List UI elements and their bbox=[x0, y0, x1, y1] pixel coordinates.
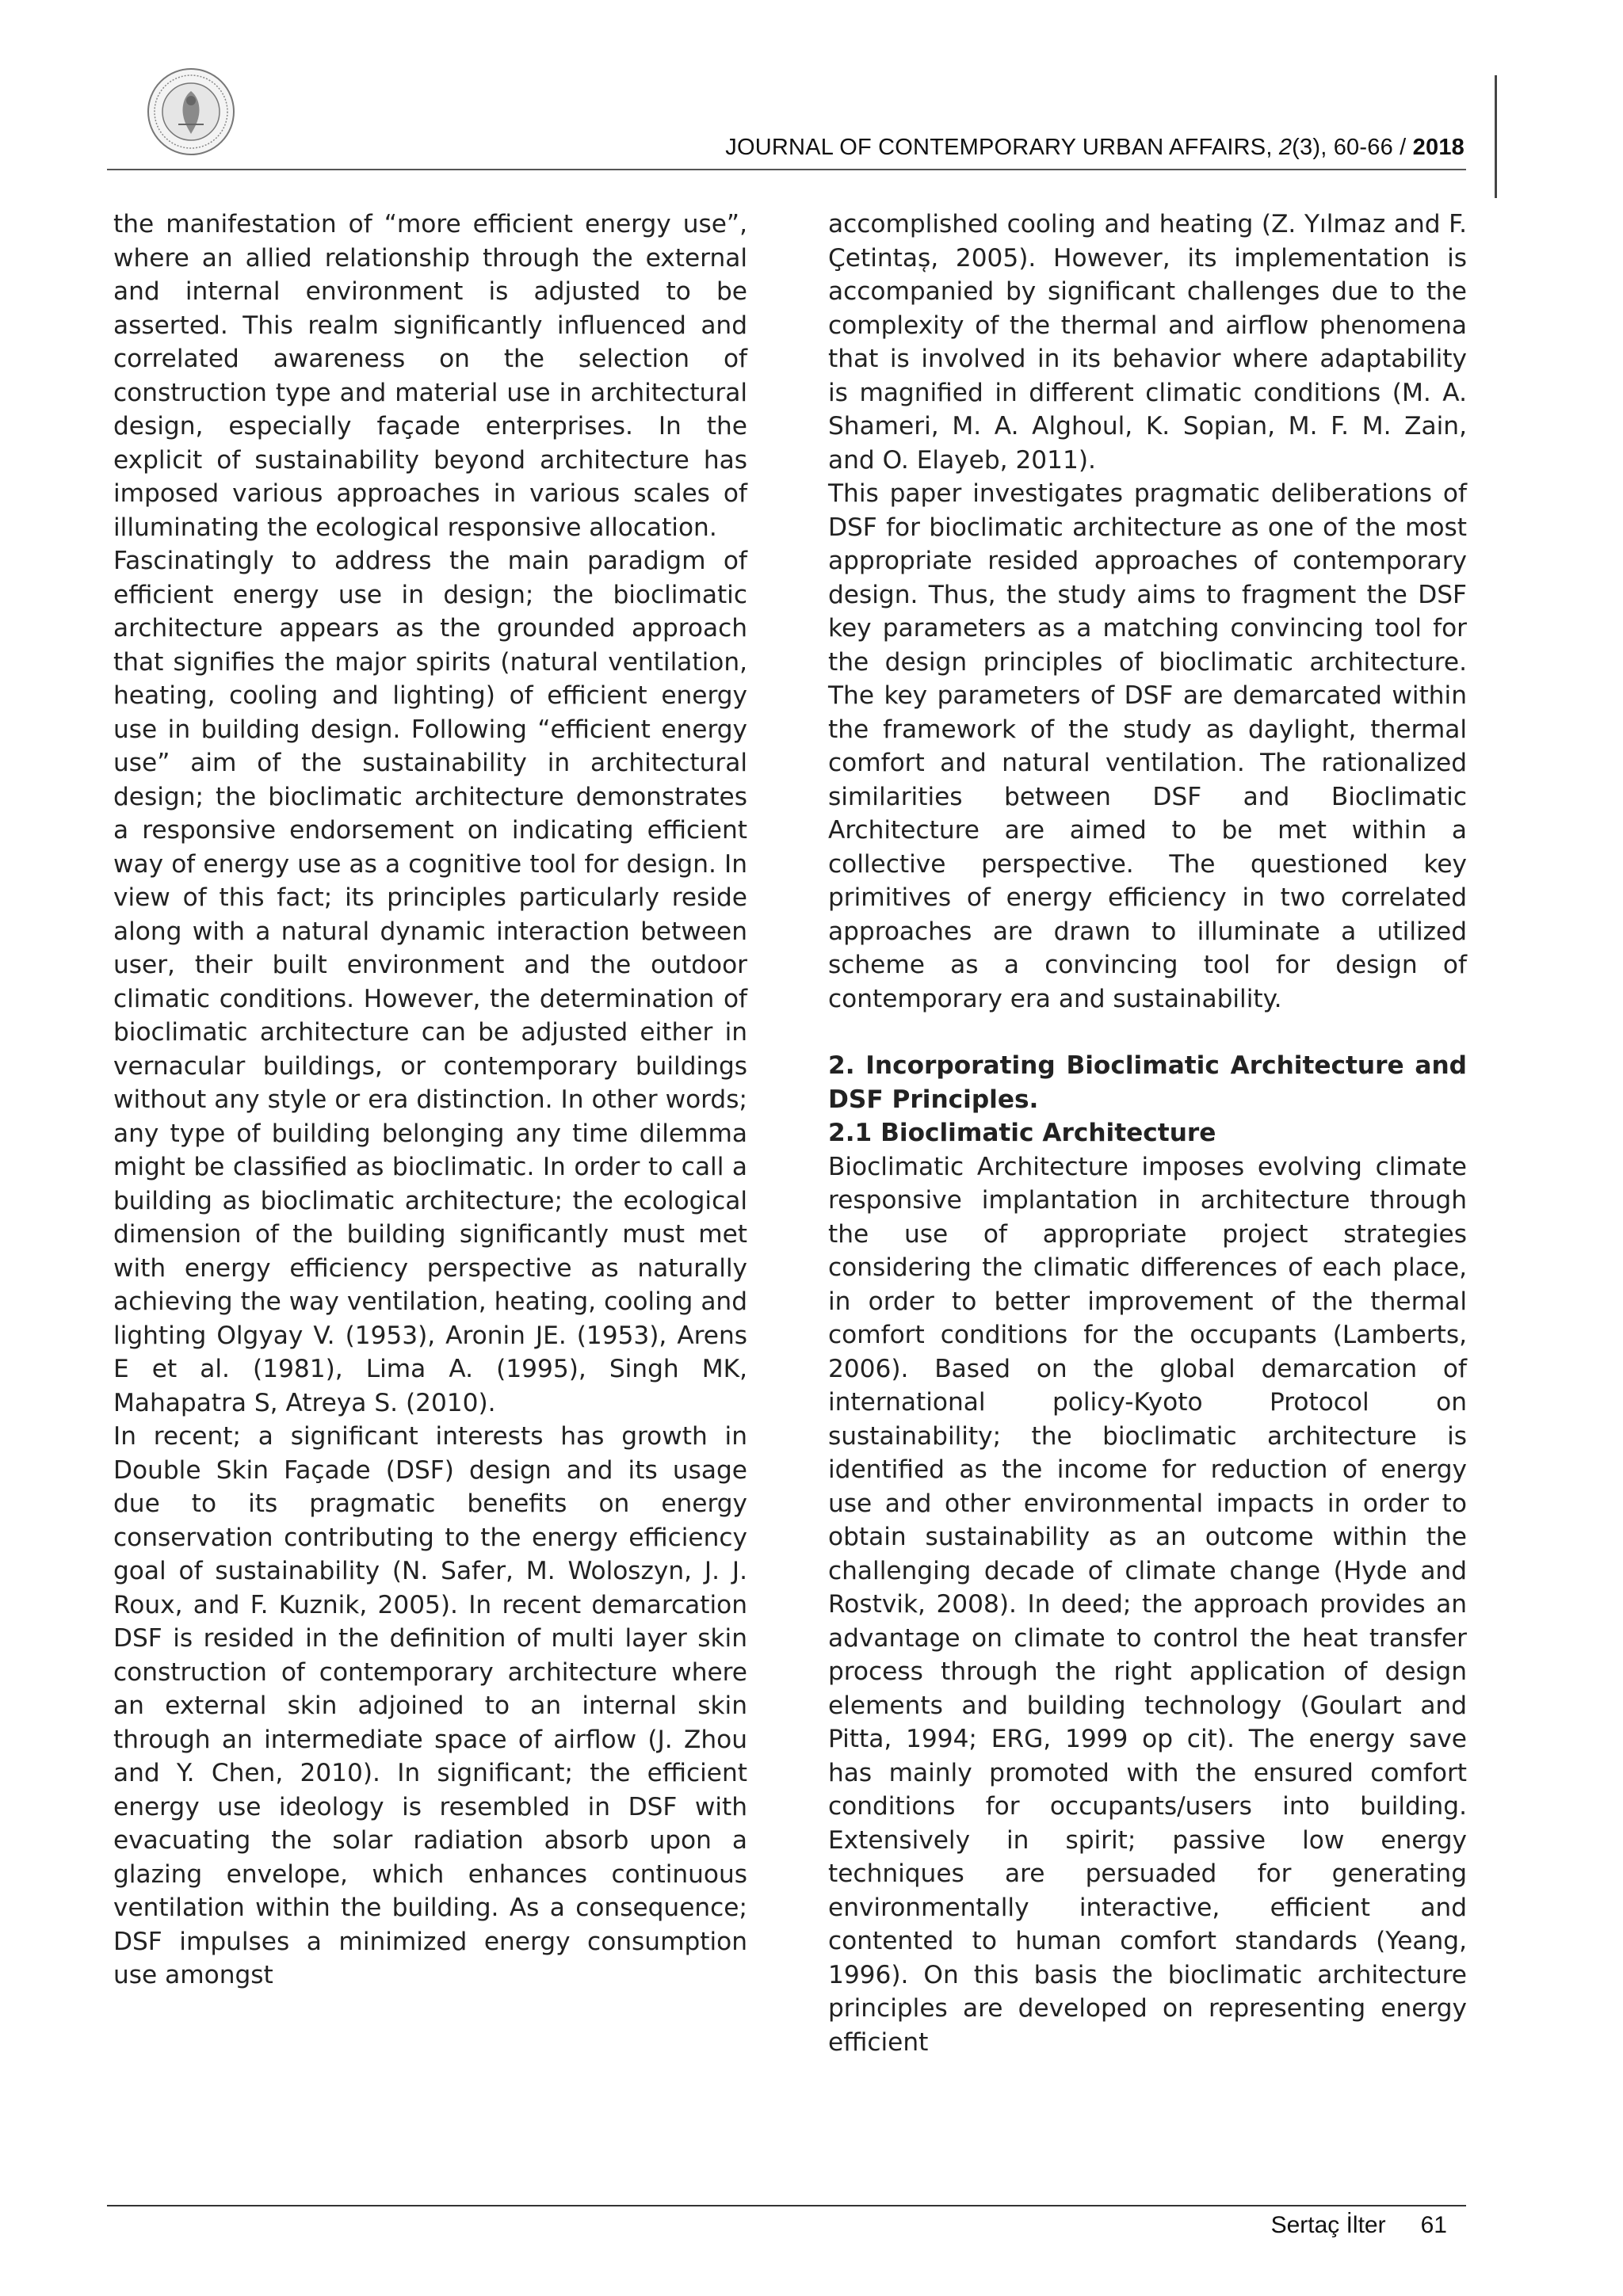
journal-year: 2018 bbox=[1412, 135, 1465, 160]
body-paragraph: the manifestation of “more efficient energy use”, where an allied relationship through the external and internal environment is adjusted to be asserted. This realm significantly influenced and correlated awareness on the selection of construction type and material use in architectural design, especially façade enterprises. In the explicit of sustainability beyond architecture has imposed various approaches in various scales of illuminating the ecological responsive allocation. bbox=[113, 210, 747, 542]
footer-author: Sertaç İlter bbox=[1270, 2212, 1386, 2238]
subsection-heading: 2.1 Bioclimatic Architecture bbox=[828, 1119, 1216, 1147]
left-column bbox=[113, 208, 747, 1993]
section-heading: 2. Incorporating Bioclimatic Architecture and DSF Principles. bbox=[828, 1051, 1467, 1114]
footer-rule bbox=[107, 2205, 1466, 2206]
header-rule bbox=[107, 169, 1466, 170]
body-paragraph: Bioclimatic Architecture imposes evolving climate responsive implantation in architecture through the use of appropriate project strategies considering the climatic differences of each place, in order to better improvement of the thermal comfort conditions for the occupants (Lamberts, 2006). Based on the global demarcation of international policy-Kyoto Protocol on sustainability; the bioclimatic architecture is identified as the income for reduction of energy use and other environmental impacts in order to obtain sustainability as an outcome within the challenging decade of climate change (Hyde and Rostvik, 2008). In deed; the approach provides an advantage on climate to control the heat transfer process through the right application of design elements and building technology (Goulart and Pitta, 1994; ERG, 1999 op cit). The energy save has mainly promoted with the ensured comfort conditions for occupants/users into building. Extensively in spirit; passive low energy techniques are persuaded for generating environmentally interactive, efficient and contented to human comfort standards (Yeang, 1996). On this basis the bioclimatic architecture principles are developed on representing energy efficient bbox=[828, 1152, 1467, 2057]
body-paragraph: Fascinatingly to address the main paradigm of efficient energy use in design; the bioclimatic architecture appears as the grounded approach that signifies the major spirits (natural ventilation, heating, cooling and lighting) of efficient energy use in building design. Following “efficient energy use” aim of the sustainability in architectural design; the bioclimatic architecture demonstrates a responsive endorsement on indicating efficient way of energy use as a cognitive tool for design. In view of this fact; its principles particularly reside along with a natural dynamic interaction between user, their built environment and the outdoor climatic conditions. However, the determination of bioclimatic architecture can be adjusted either in vernacular buildings, or contemporary buildings without any style or era distinction. In other words; any type of building belonging any time dilemma might be classified as bioclimatic. In order to call a building as bioclimatic architecture; the ecological dimension of the building significantly must met with energy efficiency perspective as naturally achieving the way ventilation, heating, cooling and lighting Olgyay V. (1953), Aronin JE. (1953), Arens E et al. (1981), Lima A. (1995), Singh MK, Mahapatra S, Atreya S. (2010). bbox=[113, 547, 747, 1417]
journal-running-header bbox=[725, 135, 1465, 161]
page-footer bbox=[1271, 2212, 1447, 2239]
header-vertical-rule bbox=[1495, 75, 1497, 198]
body-paragraph: This paper investigates pragmatic deliberations of DSF for bioclimatic architecture as one of the most appropriate resided approaches of contemporary design. Thus, the study aims to fragment the DSF key parameters as a matching convincing tool for the design principles of bioclimatic architecture. The key parameters of DSF are demarcated within the framework of the study as daylight, thermal comfort and natural ventilation. The rationalized similarities between DSF and Bioclimatic Architecture are aimed to be met within a collective perspective. The questioned key primitives of energy efficiency in two correlated approaches are drawn to illuminate a utilized scheme as a convincing tool for design of contemporary era and sustainability. bbox=[828, 479, 1467, 1013]
right-column bbox=[828, 208, 1467, 2059]
page-number: 61 bbox=[1420, 2212, 1447, 2238]
journal-seal-logo bbox=[147, 67, 235, 156]
journal-issue-pages: (3), 60-66 / bbox=[1292, 135, 1413, 160]
journal-volume: 2 bbox=[1278, 135, 1293, 160]
body-paragraph: accomplished cooling and heating (Z. Yılmaz and F. Çetintas̜, 2005). However, its implementation is accompanied by significant challenges due to the complexity of the thermal and airflow phenomena that is involved in its behavior where adaptability is magnified in different climatic conditions (M. A. Shameri, M. A. Alghoul, K. Sopian, M. F. M. Zain, and O. Elayeb, 2011). bbox=[828, 210, 1467, 475]
journal-name: JOURNAL OF CONTEMPORARY URBAN AFFAIRS, bbox=[725, 135, 1279, 160]
body-paragraph: In recent; a significant interests has growth in Double Skin Façade (DSF) design and its usage due to its pragmatic benefits on energy conservation contributing to the energy efficiency goal of sustainability (N. Safer, M. Woloszyn, J. J. Roux, and F. Kuznik, 2005). In recent demarcation DSF is resided in the definition of multi layer skin construction of contemporary architecture where an external skin adjoined to an internal skin through an intermediate space of airflow (J. Zhou and Y. Chen, 2010). In significant; the efficient energy use ideology is resembled in DSF with evacuating the solar radiation absorb upon a glazing envelope, which enhances continuous ventilation within the building. As a consequence; DSF impulses a minimized energy consumption use amongst bbox=[113, 1422, 747, 1989]
